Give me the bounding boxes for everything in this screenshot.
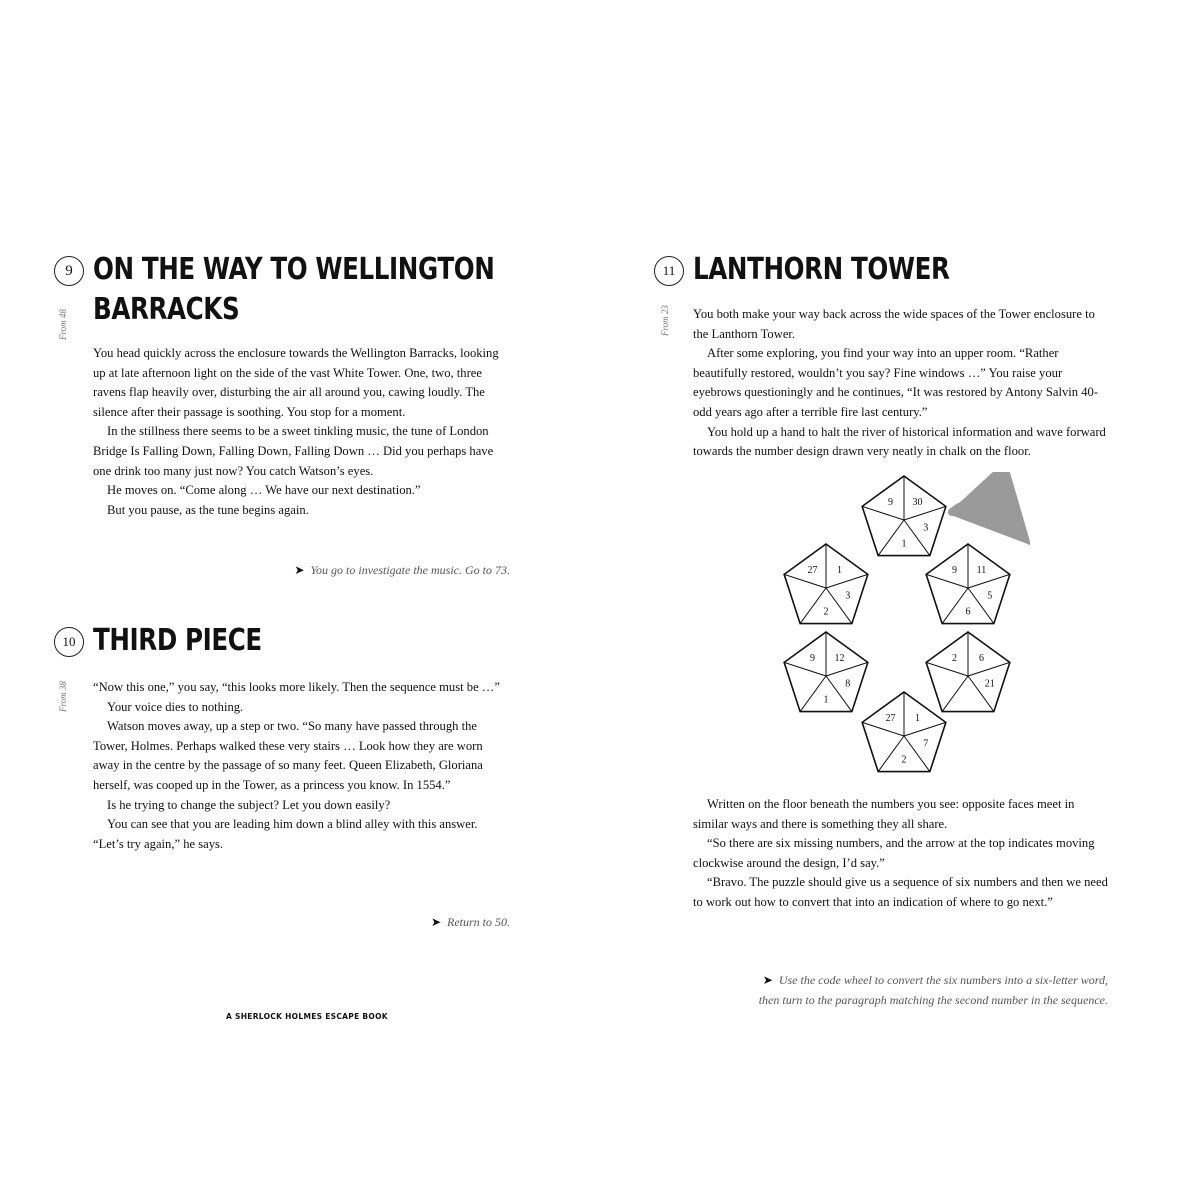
section-9-body [93, 344, 511, 520]
section-9-goto [200, 560, 510, 580]
arrow-right-icon: ➤ [430, 915, 441, 929]
pentagon-number: 9 [888, 496, 894, 508]
pentagon-lower-left [784, 632, 868, 712]
pentagon-puzzle-diagram [780, 472, 1030, 777]
section-10-body [93, 678, 511, 854]
arrow-right-icon: ➤ [294, 563, 305, 577]
section-11-side-note: From 23 [660, 305, 670, 336]
section-10-title: THIRD PIECE [93, 623, 262, 658]
pentagon-number: 1 [823, 694, 829, 706]
section-number-9: 9 [54, 256, 84, 286]
pentagon-upper-right [926, 544, 1010, 624]
pentagon-number: 7 [923, 738, 929, 750]
section-11-body-after [693, 795, 1111, 913]
paragraph: You hold up a hand to halt the river of historical information and wave forward towards the number design drawn very neatly in chalk on the floor. [693, 424, 1106, 459]
pentagon-number: 1 [901, 538, 907, 550]
pentagon-number: 2 [901, 754, 907, 766]
paragraph: You can see that you are leading him down a blind alley with this answer. “Let’s try again,” he says. [93, 817, 478, 851]
pentagon-number: 8 [845, 678, 851, 690]
paragraph: “Now this one,” you say, “this looks more likely. Then the sequence must be …” [93, 680, 500, 694]
pentagon-number: 12 [834, 652, 845, 664]
section-11-goto [690, 970, 1108, 1010]
pentagon-number: 1 [914, 712, 920, 724]
goto-text-line2: then turn to the paragraph matching the second number in the sequence. [758, 993, 1108, 1007]
pentagon-number: 30 [912, 496, 923, 508]
section-9-side-note: From 48 [58, 309, 68, 340]
paragraph: He moves on. “Come along … We have our next destination.” [107, 483, 421, 498]
paragraph: “Bravo. The puzzle should give us a sequence of six numbers and then we need to work out how to convert that into an indication of where to go next.” [693, 875, 1108, 909]
goto-text: You go to investigate the music. Go to 73. [310, 563, 510, 577]
pentagon-number: 27 [807, 564, 818, 576]
pentagon-lower-right [926, 632, 1010, 712]
pentagon-number: 2 [952, 652, 958, 664]
paragraph: You both make your way back across the wide spaces of the Tower enclosure to the Lanthorn Tower. [693, 307, 1095, 341]
pentagon-number: 6 [978, 652, 984, 664]
pentagon-number: 5 [987, 590, 993, 602]
pentagon-number: 9 [952, 564, 958, 576]
pentagon-number: 9 [810, 652, 816, 664]
paragraph: Written on the floor beneath the numbers you see: opposite faces meet in similar ways and there is something they all share. [693, 797, 1075, 831]
paragraph: Is he trying to change the subject? Let you down easily? [107, 797, 391, 812]
paragraph: You head quickly across the enclosure towards the Wellington Barracks, looking up at late afternoon light on the side of the vast White Tower. One, two, three ravens flap heavily over, disturbing the air all around you, cawing loudly. The silence after their passage is soothing. You stop for a moment. [93, 346, 499, 419]
pentagon-number: 3 [923, 522, 929, 534]
section-11-title: LANTHORN TOWER [693, 252, 950, 287]
section-9-title-line1: ON THE WAY TO WELLINGTON [93, 252, 495, 287]
pentagon-number: 21 [984, 678, 995, 690]
pentagon-bottom [862, 692, 946, 772]
section-9-title-line2: BARRACKS [93, 292, 240, 327]
goto-text: Return to 50. [447, 915, 510, 929]
paragraph: In the stillness there seems to be a sweet tinkling music, the tune of London Bridge Is Falling Down, Falling Down, Falling Down … Did you perhaps have one drink too many just now? You catch Watson’s eyes. [93, 424, 494, 478]
goto-text-line1: Use the code wheel to convert the six numbers into a six-letter word, [778, 973, 1108, 987]
pentagon-top [862, 476, 946, 556]
pentagon-number: 2 [823, 606, 829, 618]
paragraph: “So there are six missing numbers, and the arrow at the top indicates moving clockwise around the design, I’d say.” [693, 836, 1095, 870]
pentagon-number: 11 [976, 564, 987, 576]
pentagon-number: 3 [845, 590, 851, 602]
paragraph: Watson moves away, up a step or two. “So many have passed through the Tower, Holmes. Perhaps walked these very stairs … Look how they are worn away in the centre by the passage of so many feet. Queen Elizabeth, Gloriana herself, was cooped up in the Tower, as a princess you know. In 1554.” [93, 719, 483, 792]
pentagon-number: 6 [965, 606, 971, 618]
pentagon-number: 1 [836, 564, 842, 576]
section-11-body [693, 305, 1111, 462]
section-number-10: 10 [54, 627, 84, 657]
clockwise-arrow-icon [952, 502, 1004, 516]
pentagon-number: 27 [885, 712, 896, 724]
section-10-goto [300, 912, 510, 932]
paragraph: But you pause, as the tune begins again. [107, 502, 309, 517]
section-10-side-note: From 38 [58, 681, 68, 712]
paragraph: Your voice dies to nothing. [107, 699, 244, 714]
pentagon-upper-left [784, 544, 868, 624]
paragraph: After some exploring, you find your way into an upper room. “Rather beautifully restored, wouldn’t you say? Fine windows …” You raise your eyebrows questioningly and he continues, “It was restored by Antony Salvin 40-odd years ago after a terrible fire last century.” [693, 346, 1099, 419]
section-number-11: 11 [654, 256, 684, 286]
page-footer: A SHERLOCK HOLMES ESCAPE BOOK [226, 1012, 388, 1021]
arrow-right-icon: ➤ [762, 973, 773, 987]
